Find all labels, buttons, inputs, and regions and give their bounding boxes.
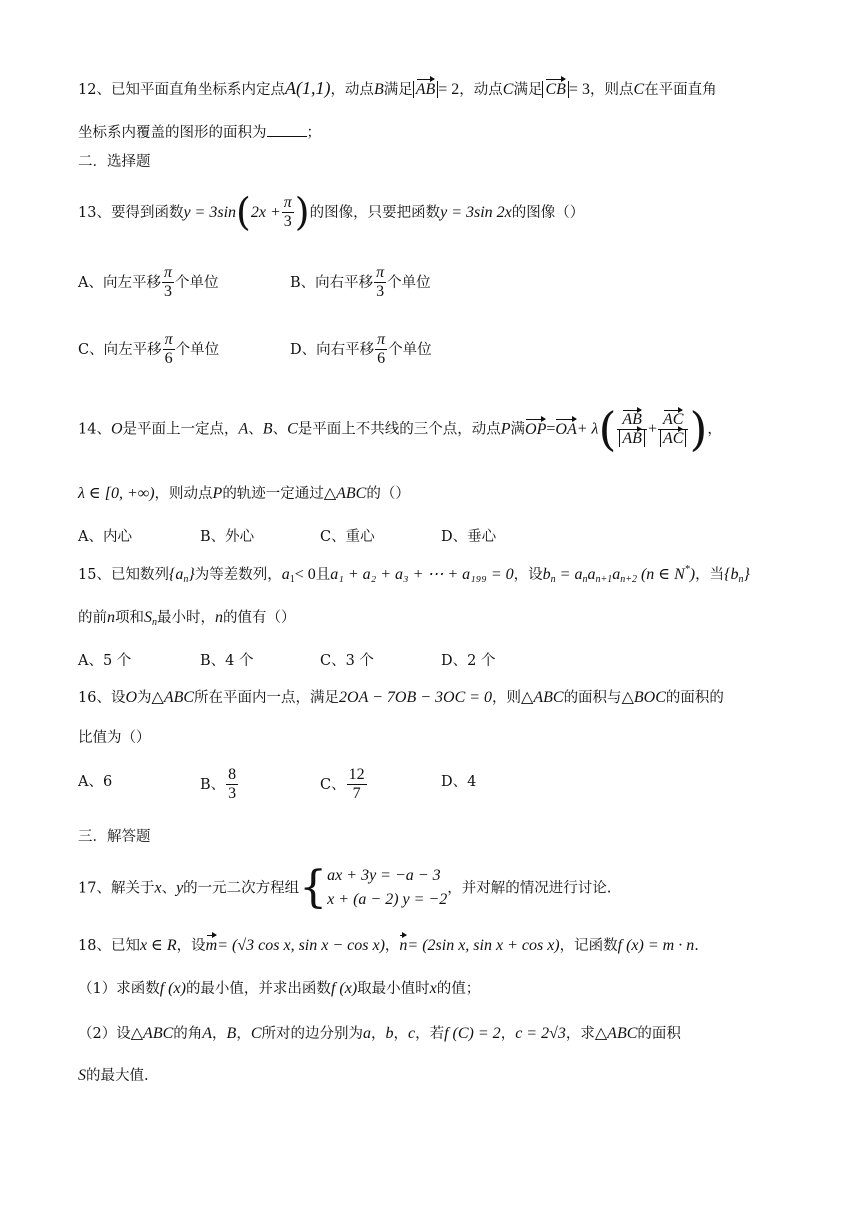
question-18-line-1: 18、已知x ∈ R，设m= (√3 cos x, sin x − cos x)，n= (2sin x, sin x + cos x)，记函数f (x) = m · n.	[78, 937, 699, 954]
q14-option-a[interactable]: A、内心	[78, 529, 132, 545]
q15-option-b[interactable]: B、4 个	[200, 653, 254, 669]
question-14-line-2: λ ∈ [0, +∞)，则动点P的轨迹一定通过△ABC的（）	[78, 485, 410, 502]
q14-option-c[interactable]: C、重心	[320, 529, 375, 545]
q15-option-d[interactable]: D、2 个	[441, 653, 496, 669]
vector-ab-abs: AB	[413, 81, 439, 98]
question-18-part-1: （1）求函数f (x)的最小值，并求出函数f (x)取最小值时x的值；	[78, 980, 481, 997]
q13-option-c[interactable]: C、向左平移 $\frac{\pi}{6}$ 个单位	[78, 331, 220, 368]
vector-equation: 2OA − 7OB − 3OC = 0	[339, 689, 493, 706]
q15-option-c[interactable]: C、3 个	[320, 653, 374, 669]
question-16-line-1: 16、设O为△ABC所在平面内一点，满足2OA − 7OB − 3OC = 0，则△ABC的面积与△BOC的面积的	[78, 689, 724, 706]
question-18-part-2: （2）设△ABC的角A，B，C所对的边分别为a，b，c，若f (C) = 2，c = 2√3，求△ABC的面积	[78, 1025, 681, 1042]
q13-option-a[interactable]: A、向左平移 $\frac{\pi}{3}$ 个单位	[78, 264, 219, 301]
vector-cb-abs: CB	[542, 81, 568, 98]
q16-option-b[interactable]: B、 $\frac{8}{3}$	[200, 766, 237, 803]
fraction-pi-over-3: $\frac{\pi}{3}$	[283, 193, 292, 231]
equation-system: ax + 3y = −a − 3 x + (a − 2) y = −2	[327, 866, 448, 909]
question-14-line-1: 14、O是平面上一定点，A、B、C是平面上不共线的三个点，动点P满OP=OA+ λ( $\frac{AB}{AB}$ + $\frac{AC}{AC}$ )，	[78, 402, 722, 456]
question-13: 13、要得到函数y = 3sin(2x + $\frac{\pi}{3}$ )的图像，只要把函数y = 3sin 2x的图像（）	[78, 190, 585, 234]
q13-option-d[interactable]: D、向右平移 $\frac{\pi}{6}$ 个单位	[290, 331, 432, 368]
question-17: 17、解关于x、y的一元二次方程组{ ax + 3y = −a − 3 x + (a − 2) y = −2 ，并对解的情况进行讨论.	[78, 862, 612, 913]
question-15-line-2: 的前n项和$S_n$最小时，n的值有（）	[78, 609, 296, 628]
q13-option-b[interactable]: B、向右平移 $\frac{\pi}{3}$ 个单位	[290, 264, 431, 301]
q16-option-d[interactable]: D、4	[441, 774, 477, 790]
question-12-line-1: 12、已知平面直角坐标系内定点A(1,1)，动点B满足 AB = 2，动点C满足 CB = 3，则点C在平面直角	[78, 78, 717, 98]
fraction-ab-unit: $\frac{AB}{AB}$	[617, 411, 647, 449]
point-a: A(1,1)	[284, 78, 331, 98]
question-12-line-2: 坐标系内覆盖的图形的面积为 ；	[78, 125, 321, 141]
section-3-heading: 三．解答题	[78, 829, 151, 845]
question-16-line-2: 比值为（）	[78, 730, 151, 746]
q14-option-b[interactable]: B、外心	[200, 529, 255, 545]
question-15-line-1: 15、已知数列$\{a_n\}$为等差数列，$a_1< 0$且a₁ + a₂ + a₃ + ⋯ + a₁₉₉ = 0，设$b_n = a_na_{n+1}a_{n+2}$ (n ∈ N*)，当$\{b_n\}$	[78, 564, 750, 585]
q15-option-a[interactable]: A、5 个	[78, 653, 132, 669]
q16-option-c[interactable]: C、 $\frac{12}{7}$	[320, 766, 365, 803]
fraction-ac-unit: $\frac{AC}{AC}$	[658, 411, 688, 449]
answer-blank	[267, 124, 307, 137]
section-2-heading: 二．选择题	[78, 154, 151, 170]
q14-option-d[interactable]: D、垂心	[441, 529, 497, 545]
q16-option-a[interactable]: A、6	[78, 774, 113, 790]
question-18-part-2-cont: S的最大值.	[78, 1067, 149, 1084]
